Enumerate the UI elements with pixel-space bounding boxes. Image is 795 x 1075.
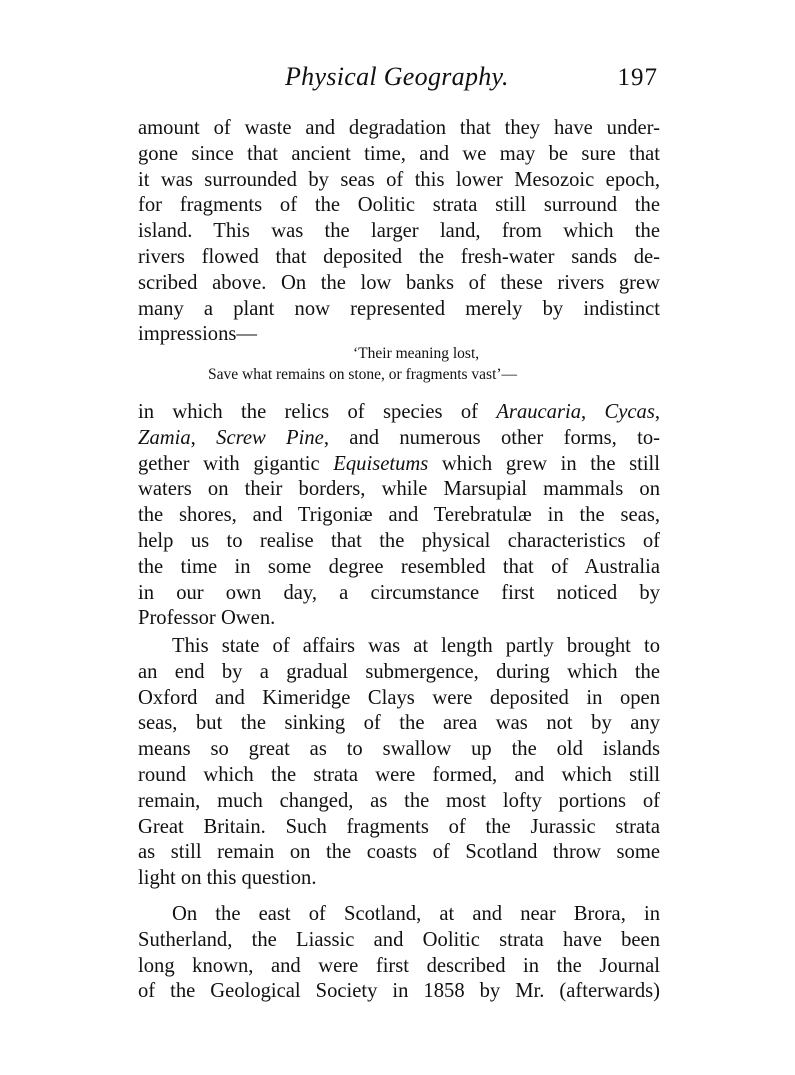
- page-header: [140, 62, 658, 102]
- quote-line: Save what remains on stone, or fragments vast’—: [208, 366, 518, 383]
- text-line: as still remain on the coasts of Scotland throw some: [138, 841, 660, 864]
- text-run: ,: [654, 401, 660, 423]
- text-run: gether with gigantic: [138, 452, 334, 475]
- text-line: scribed above. On the low banks of these rivers grew: [138, 271, 660, 294]
- text-line: an end by a gradual submergence, during which the: [138, 660, 660, 683]
- text-line: in our own day, a circumstance first noticed by: [138, 581, 660, 604]
- text-line: it was surrounded by seas of this lower Mesozoic epoch,: [138, 168, 660, 191]
- text-line: rivers flowed that deposited the fresh-water sands de-: [138, 245, 660, 268]
- italic-term: Screw Pine: [216, 426, 324, 449]
- italic-term: Zamia: [138, 426, 191, 449]
- text-line: amount of waste and degradation that they have under-: [138, 117, 660, 139]
- text-line: the shores, and Trigoniæ and Terebratulæ in the seas,: [138, 504, 660, 527]
- text-line: This state of affairs was at length partly brought to: [172, 635, 660, 657]
- text-line: light on this question.: [138, 867, 317, 890]
- text-run: , and numerous other forms, to-: [323, 426, 661, 449]
- text-line: island. This was the larger land, from which the: [138, 220, 660, 243]
- text-line: impressions—: [138, 323, 257, 346]
- text-line: for fragments of the Oolitic strata still surround the: [138, 194, 660, 217]
- text-line: Professor Owen.: [138, 607, 276, 630]
- paragraph-3: [138, 634, 660, 892]
- text-line: remain, much changed, as the most lofty portions of: [138, 789, 660, 812]
- text-line: of the Geological Society in 1858 by Mr. (afterwards): [138, 980, 660, 1003]
- text-line: [138, 426, 660, 452]
- text-line: long known, and were first described in the Journal: [138, 954, 660, 977]
- text-line: gone since that ancient time, and we may be sure that: [138, 142, 660, 165]
- text-line: waters on their borders, while Marsupial mammals on: [138, 478, 660, 501]
- text-line: means so great as to swallow up the old islands: [138, 738, 660, 761]
- paragraph-1: [138, 116, 660, 348]
- verse-quote: [138, 343, 660, 385]
- text-line: seas, but the sinking of the area was not by any: [138, 712, 660, 735]
- running-title: Physical Geography.: [285, 62, 509, 91]
- italic-term: Cycas: [604, 401, 655, 423]
- text-line: [138, 400, 660, 426]
- text-run: in which the relics of species of: [138, 401, 497, 423]
- text-run: ,: [581, 401, 605, 423]
- text-line: Sutherland, the Liassic and Oolitic strata have been: [138, 928, 660, 951]
- text-line: [138, 452, 660, 478]
- text-run: which grew in the still: [428, 452, 660, 475]
- text-line: many a plant now represented merely by indistinct: [138, 297, 660, 320]
- text-run: ,: [190, 426, 217, 449]
- paragraph-4: [138, 902, 660, 1005]
- text-line: Great Britain. Such fragments of the Jurassic strata: [138, 815, 660, 838]
- paragraph-2: [138, 400, 660, 632]
- quote-line: ‘Their meaning lost,: [353, 345, 480, 362]
- italic-term: Equisetums: [333, 452, 429, 475]
- text-line: help us to realise that the physical characteristics of: [138, 529, 660, 552]
- text-line: round which the strata were formed, and which still: [138, 763, 660, 786]
- page-number: 197: [617, 64, 658, 91]
- italic-term: Araucaria: [496, 401, 582, 423]
- text-line: the time in some degree resembled that of Australia: [138, 555, 660, 578]
- text-line: On the east of Scotland, at and near Brora, in: [172, 903, 660, 925]
- text-line: Oxford and Kimeridge Clays were deposited in open: [138, 686, 660, 709]
